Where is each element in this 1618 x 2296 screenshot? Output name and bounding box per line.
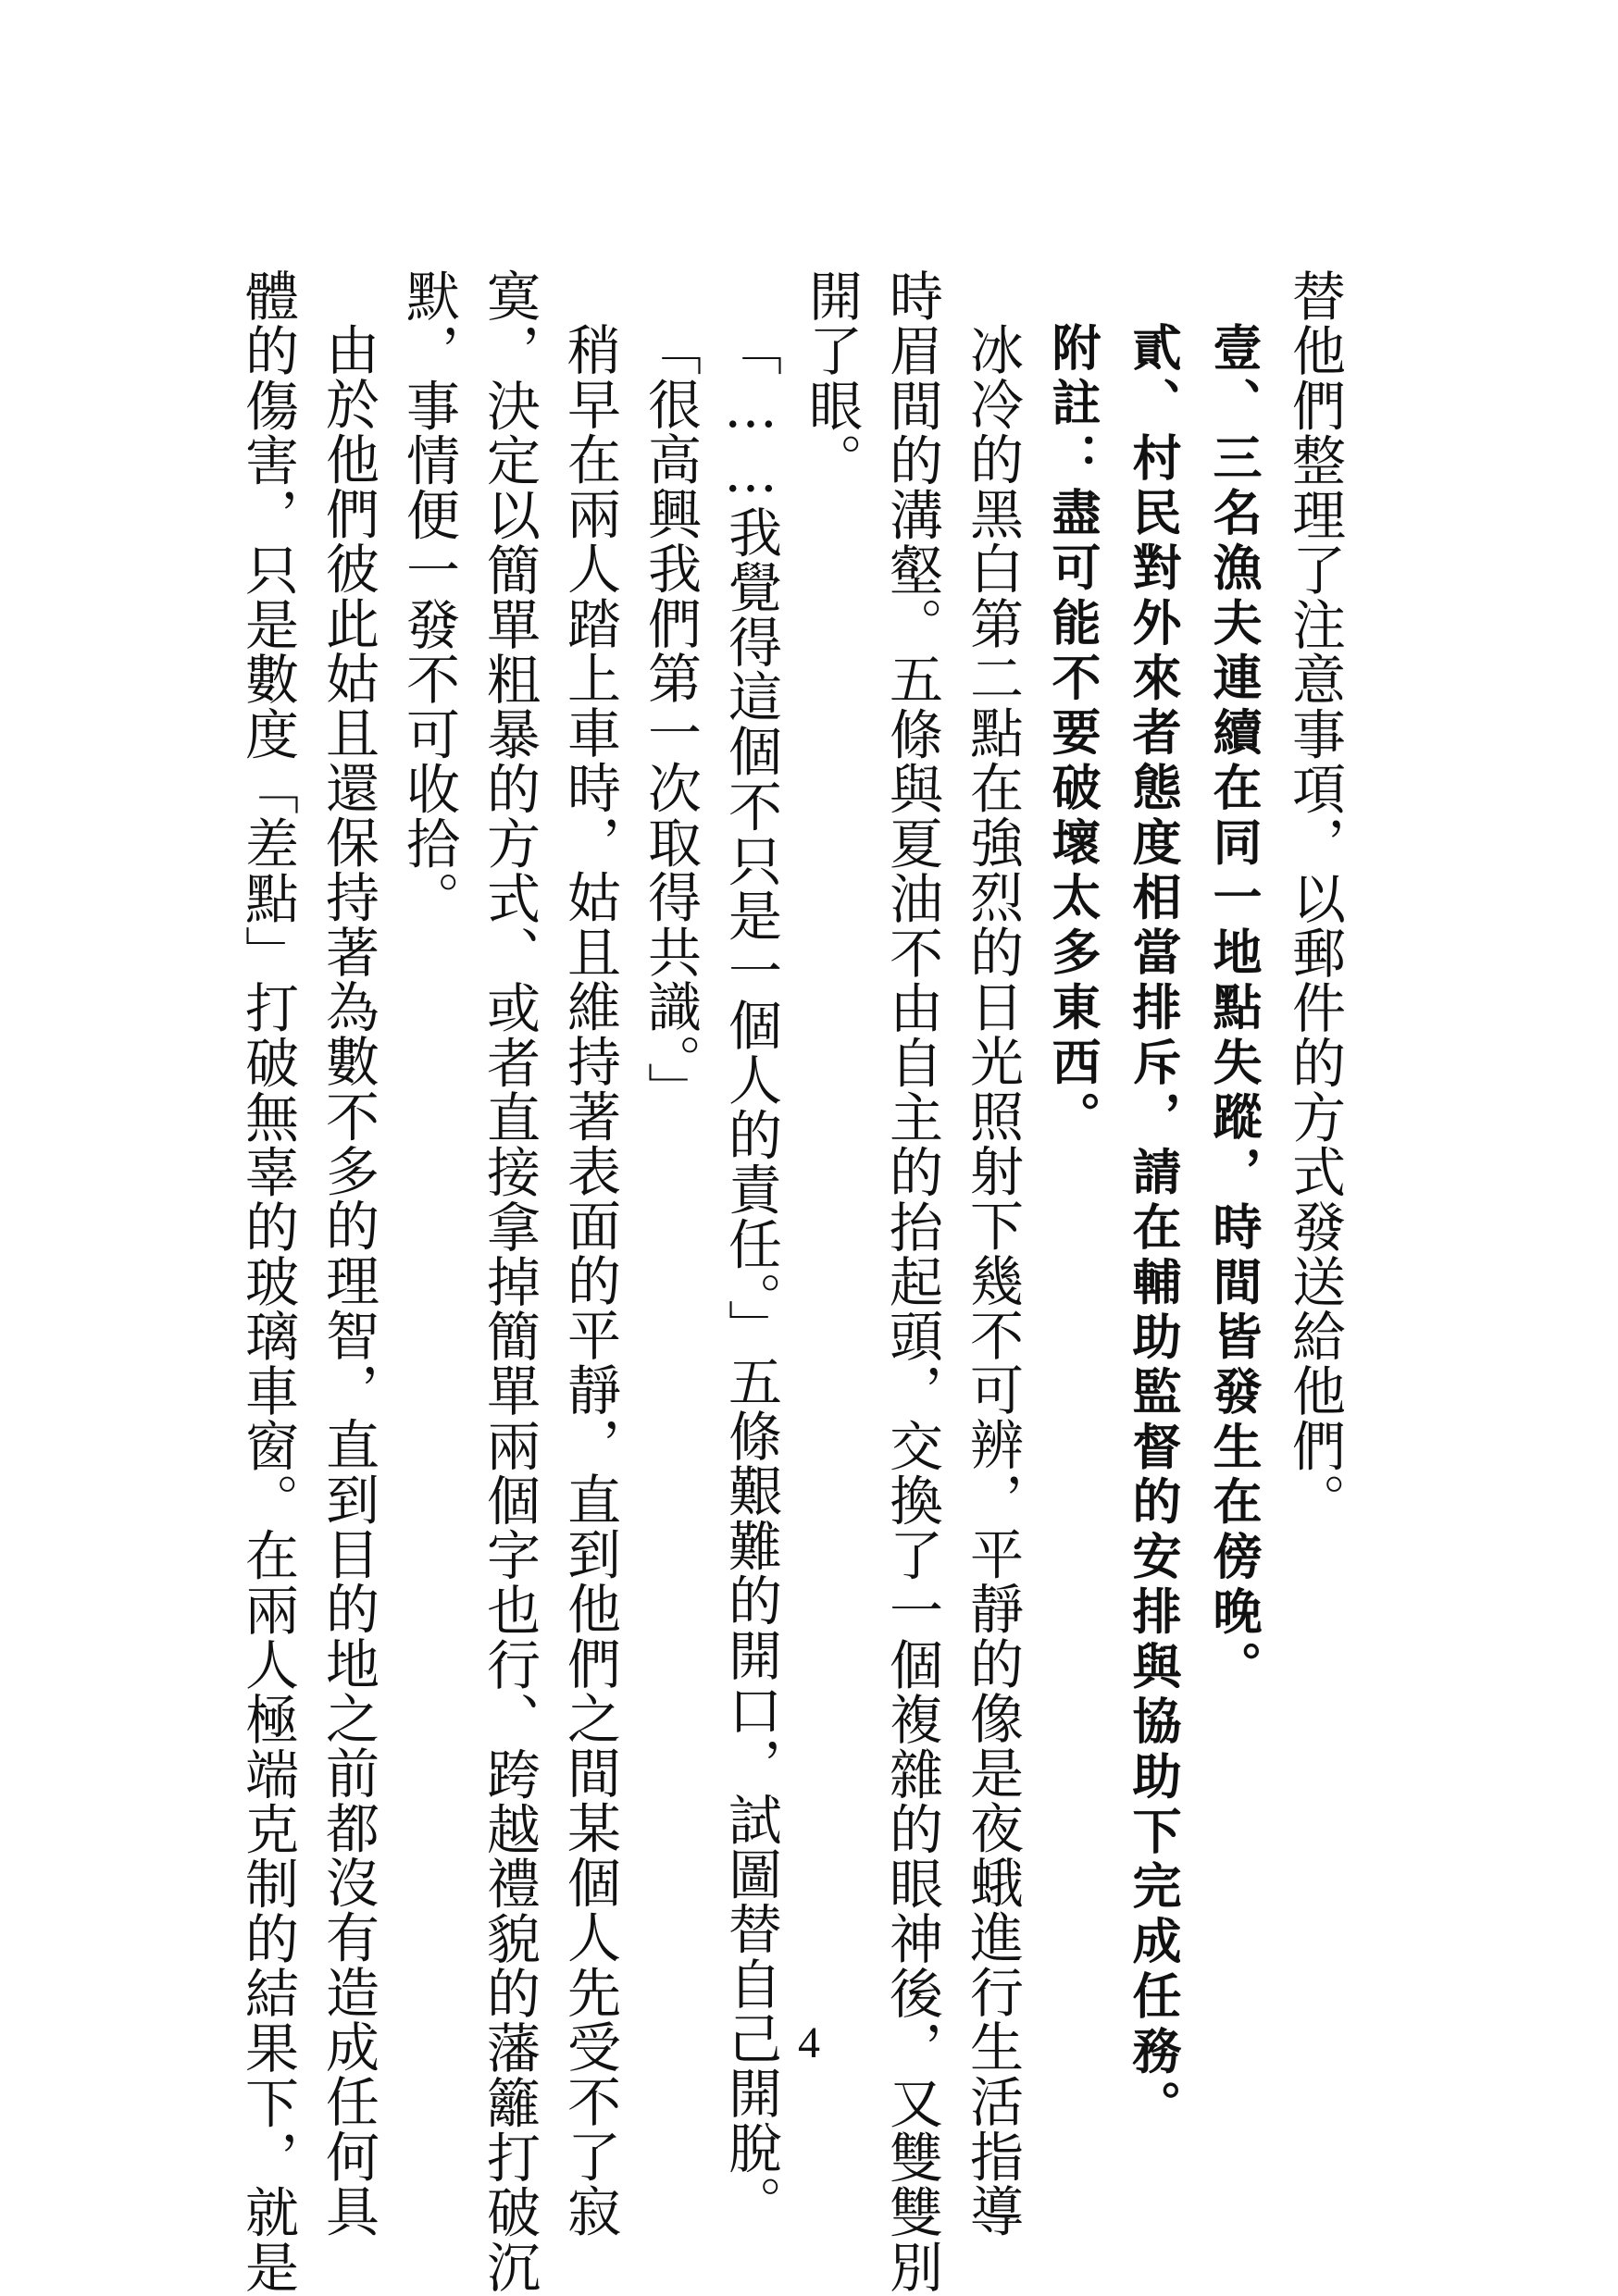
text-line-11: 寞，決定以簡單粗暴的方式、或者直接拿掉簡單兩個字也行、跨越禮貌的藩籬打破沉 — [478, 268, 541, 2294]
text-line-5: 冰冷的黑白第二點在強烈的日光照射下幾不可辨，平靜的像是夜蛾進行生活指導 — [961, 322, 1024, 2239]
page-number: 4 — [798, 2018, 820, 2067]
note-line-1: 壹、三名漁夫連續在同一地點失蹤，時間皆發生在傍晚。 — [1205, 322, 1262, 1695]
note-line-2: 貳、村民對外來者態度相當排斥，請在輔助監督的安排與協助下完成任務。 — [1125, 322, 1181, 2135]
dialogue-line-2: 「很高興我們第一次取得共識。」 — [639, 322, 702, 1117]
text-line-13: 由於他們彼此姑且還保持著為數不多的理智，直到目的地之前都沒有造成任何具 — [317, 322, 380, 2239]
vertical-text-body — [227, 268, 1354, 2294]
dialogue-line-1: 「……我覺得這個不只是一個人的責任。」五條艱難的開口，試圖替自己開脫。 — [719, 322, 782, 2230]
text-line-6: 時眉間的溝壑。五條與夏油不由自主的抬起頭，交換了一個複雜的眼神後，又雙雙別 — [880, 268, 943, 2294]
text-line-14: 體的傷害，只是數度「差點」打破無辜的玻璃車窗。在兩人極端克制的結果下，就是 — [236, 268, 299, 2294]
text-line-12: 默，事情便一發不可收拾。 — [397, 268, 460, 925]
text-line-10: 稍早在兩人踏上車時，姑且維持著表面的平靜，直到他們之間某個人先受不了寂 — [558, 322, 621, 2239]
text-line-7: 開了眼。 — [800, 268, 863, 488]
note-line-3: 附註：盡可能不要破壞太多東西。 — [1044, 322, 1101, 1147]
text-line-1: 替他們整理了注意事項，以郵件的方式發送給他們。 — [1283, 268, 1346, 1528]
